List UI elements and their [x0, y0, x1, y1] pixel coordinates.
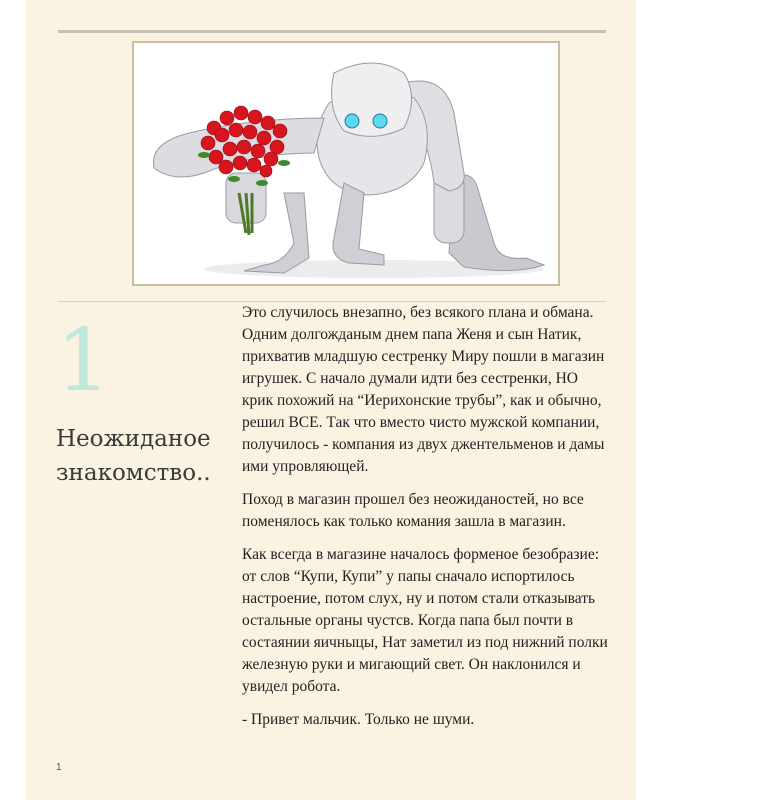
document-page: [26, 0, 636, 800]
chapter-body: [242, 302, 612, 742]
chapter-title: Неожиданое знакомство..: [56, 426, 211, 486]
paragraph: Как всегда в магазине началось форменое безобразие: от слов “Купи, Купи” у папы сначало испортилось настроение, потом слух, ну и потом стали отказывать остальные органы чустсв. Когда папа был почти в состаянии яичныцы, Нат заметил из под нижний полки железную руки и мигающий свет. Он наклонился и увидел робота.: [242, 546, 608, 695]
chapter-number: 1: [56, 311, 111, 411]
paragraph: - Привет мальчик. Только не шуми.: [242, 711, 475, 728]
robot-with-roses-icon: [134, 43, 558, 284]
page-number: 1: [56, 762, 62, 773]
top-divider: [58, 30, 606, 33]
paragraph: Это случилось внезапно, без всякого плана и обмана. Одним долгожданым днем папа Женя и сын Натик, прихватив младшую сестренку Миру пошли в магазин игрушек. С начало думали идти без сестренки, НО крик похожий на “Иерихонские трубы”, как и обычно, решил ВСЕ. Так что вместо чисто мужской компании, получилось - компания из двух джентельменов и дамы ими упровляющей.: [242, 304, 605, 475]
paragraph: Поход в магазин прошел без неожиданостей, но все поменялось как только комания зашла в магазин.: [242, 491, 584, 530]
robot-illustration: [132, 41, 560, 286]
